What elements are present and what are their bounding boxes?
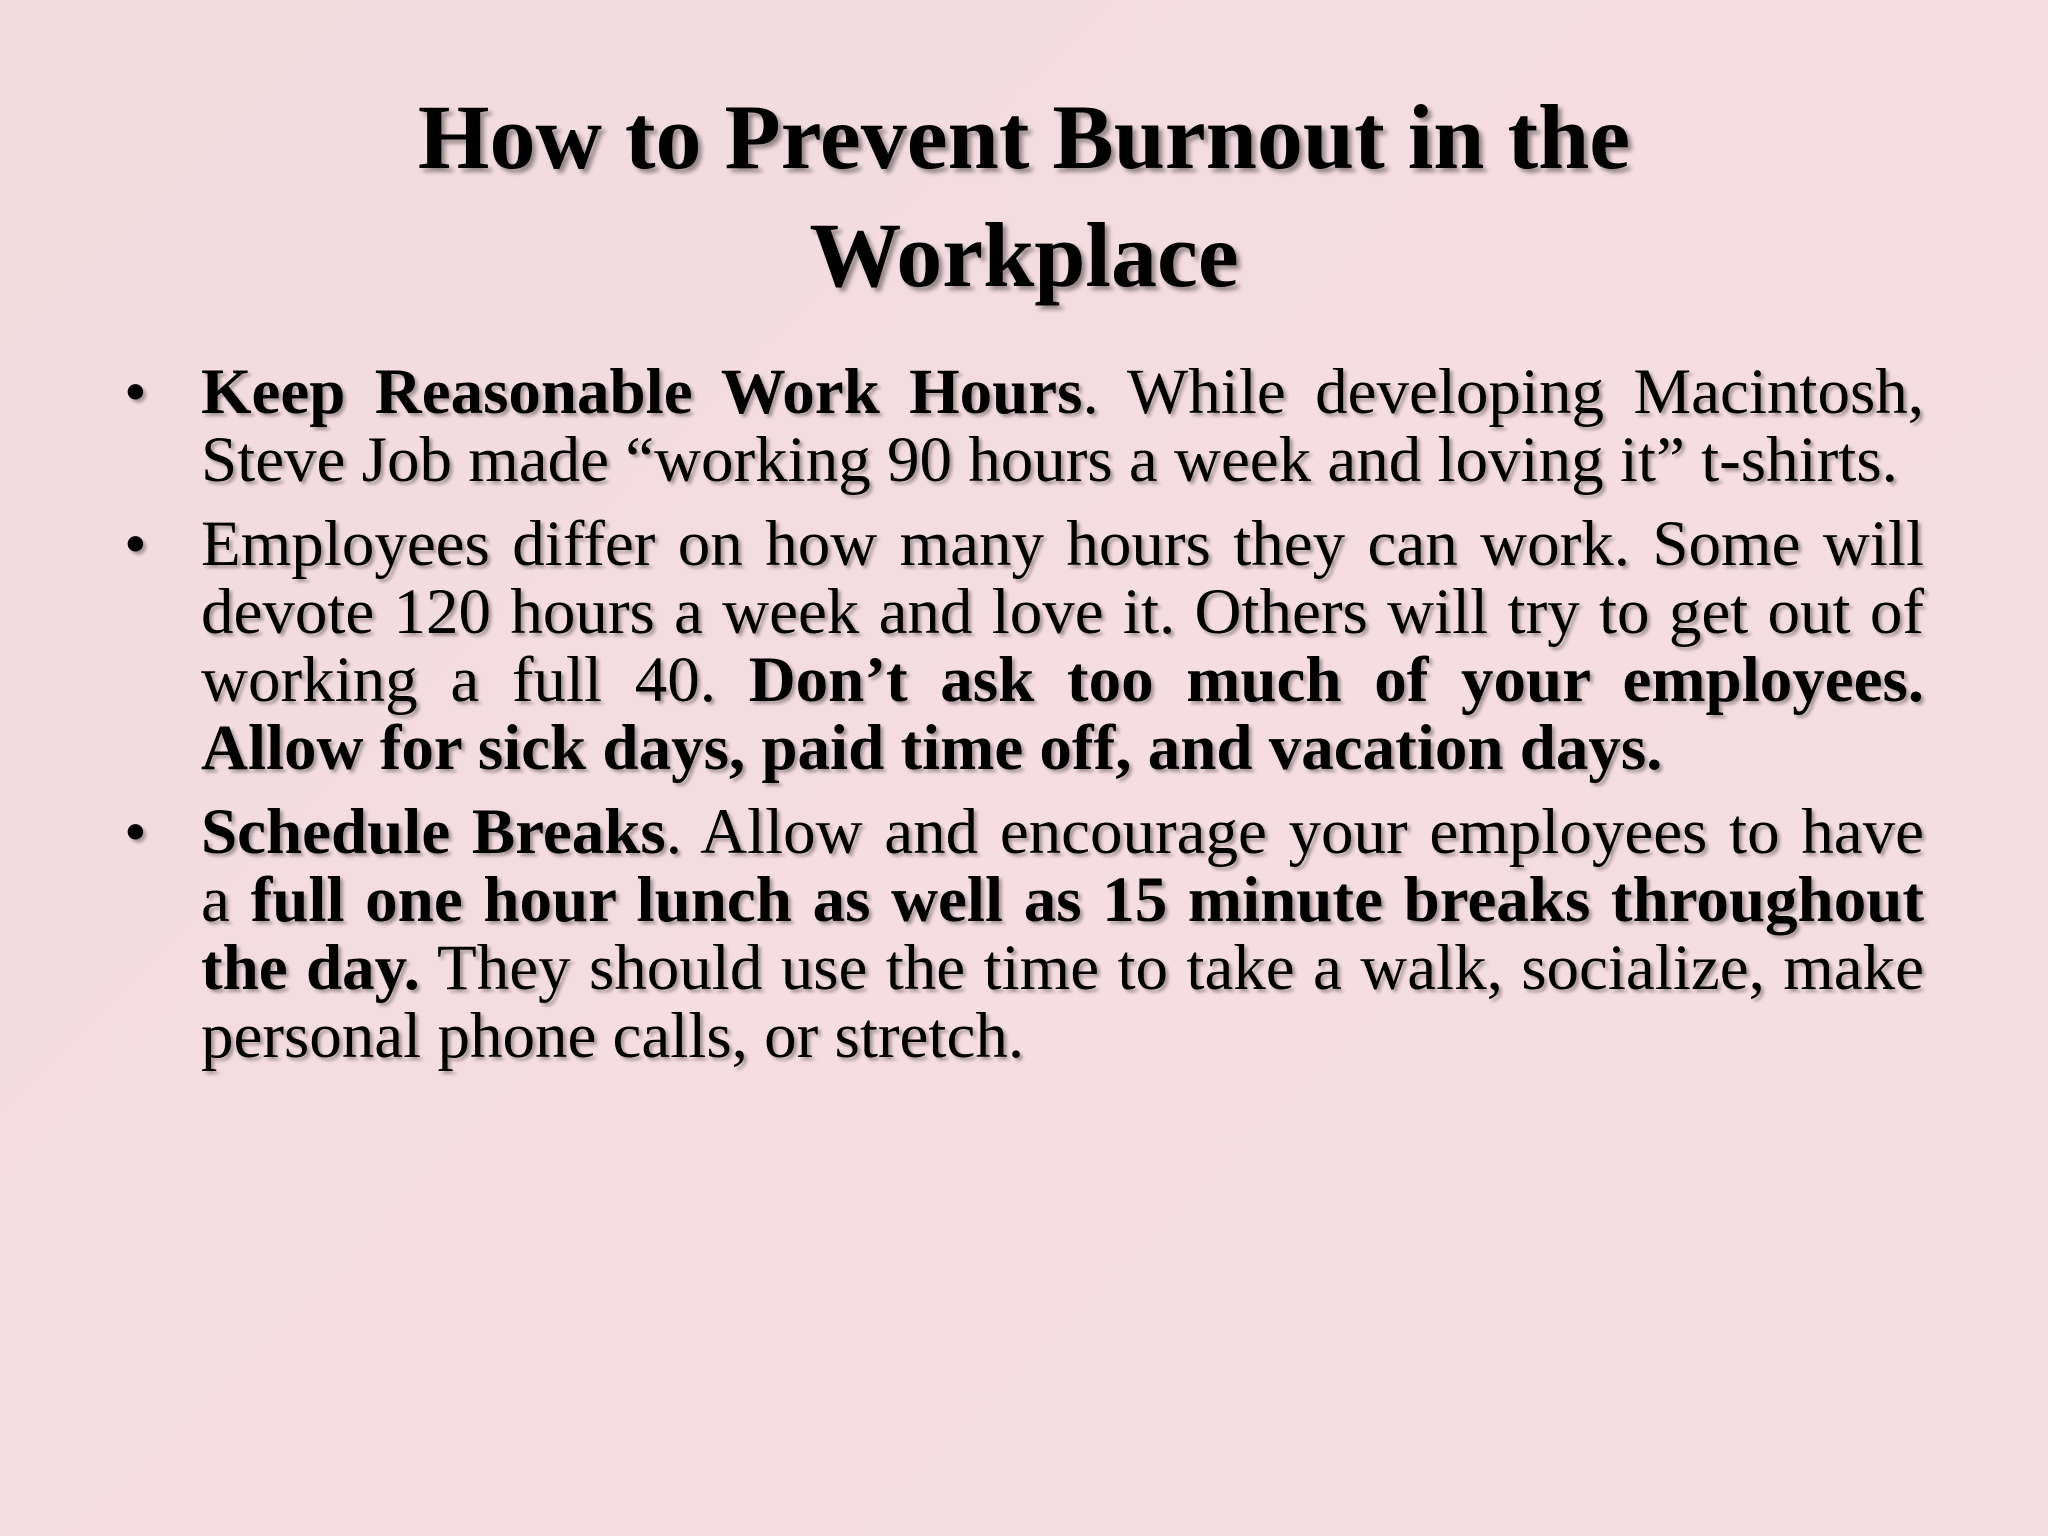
bullet-item-schedule-breaks xyxy=(120,798,1924,1070)
slide-title-line-2: Workplace xyxy=(809,204,1239,306)
bullet-dot-icon: • xyxy=(124,508,147,580)
bullet-2-text: Employees differ on how many hours they can work. Some will devote 120 hours a week and love it. Others will try to get out of working a full 40. xyxy=(201,508,1924,716)
bullet-list xyxy=(120,358,1924,1086)
slide-title xyxy=(0,78,2048,314)
bullet-dot-icon: • xyxy=(124,356,147,428)
bullet-item-employees-differ xyxy=(120,510,1924,782)
bullet-1-text: . While developing Macintosh, Steve Job made “working 90 hours a week and loving it” t-shirts. xyxy=(201,356,1924,496)
slide-title-line-1: How to Prevent Burnout in the xyxy=(417,86,1631,188)
bullet-item-work-hours xyxy=(120,358,1924,494)
bullet-3-emphasis: full one hour lunch as well as 15 minute breaks throughout the day. xyxy=(201,864,1925,1004)
bullet-3-text-b: They should use the time to take a walk, socialize, make personal phone calls, or stretch. xyxy=(201,932,1924,1072)
bullet-3-text-a: . Allow and encourage your employees to have a xyxy=(201,796,1924,936)
bullet-3-heading: Schedule Breaks xyxy=(201,796,666,868)
bullet-dot-icon: • xyxy=(124,796,147,868)
bullet-2-emphasis: Don’t ask too much of your employees. Allow for sick days, paid time off, and vacation days. xyxy=(201,644,1924,784)
bullet-1-heading: Keep Reasonable Work Hours xyxy=(201,356,1083,428)
